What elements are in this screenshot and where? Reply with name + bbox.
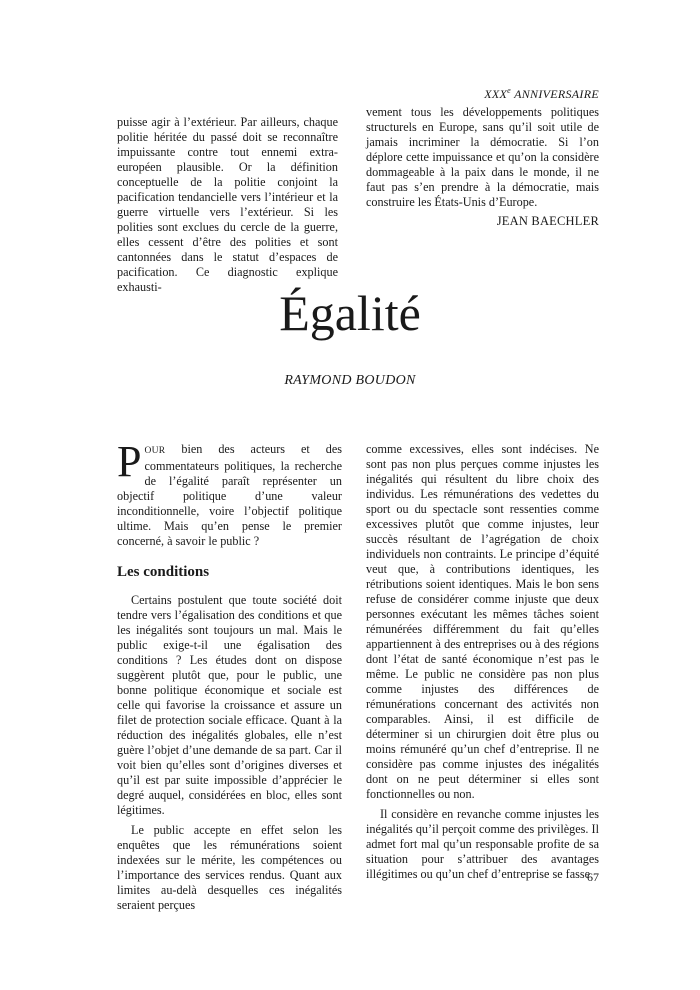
section-heading: Les conditions xyxy=(117,564,210,580)
article-title: Égalité xyxy=(279,285,421,341)
paragraph-1: Certains postulent que toute société doit tendre vers l’égalisation des conditions et que les inégalités sont toujours un mal. Mais le public exige-t-il une égalisation des conditions ? Les études dont on dispose suggèrent plutôt que, pour le public, une bonne politique économique et sociale est celle qui favorise la croissance et assure un filet de protection sociale efficace. Quant à la réduction des inégalités globales, elle n’est guère l’objet d’une demande de sa part. Car il voit bien qu’elles sont d’origines diverses et qu’il est par suite impossible d’apprécier le degré auquel, considérées en bloc, elles sont légitimes. xyxy=(117,593,342,817)
intro-small-caps: OUR xyxy=(144,446,166,456)
previous-article-left-column xyxy=(117,115,338,295)
page-number: 67 xyxy=(587,870,599,884)
article-right-column xyxy=(366,442,599,882)
running-head: XXXe ANNIVERSAIRE xyxy=(484,86,599,101)
paragraph-4: Il considère en revanche comme injustes les inégalités qu’il perçoit comme des privilèges. Il admet fort mal qu’un responsable profite de sa situation pour s’attribuer des avantages illégitimes ou qu’un chef d’entreprise se fasse xyxy=(366,807,599,881)
drop-cap: P xyxy=(117,437,142,486)
article-author: RAYMOND BOUDON xyxy=(284,373,416,388)
previous-article-right-text: vement tous les développements politiques structurels en Europe, sans qu’il soit utile de jamais incriminer la démocratie. Si l’on déplore cette impuissance et qu’on la considère dommageable à la paix dans le monde, il ne faut pas s’en prendre à la démocratie, mais construire les États-Unis d’Europe. xyxy=(366,105,599,209)
previous-article-signature: JEAN BAECHLER xyxy=(496,214,599,228)
previous-article-right-column xyxy=(366,105,599,210)
paragraph-3: comme excessives, elles sont indécises. Ne sont pas non plus perçues comme injustes les inégalités qui résultent du libre choix des individus. Les rémunérations des vedettes du sport ou du spectacle sont ressenties comme excessives plutôt que comme injustes, leur succès résultant de l’agrégation de choix individuels non contraints. Le principe d’équité veut que, à contributions identiques, les rétributions soient identiques. Mais le bon sens refuse de considérer comme injuste que deux personnes exécutant les mêmes tâches soient rémunérées différemment du fait qu’elles appartiennent à des entreprises ou à des régions dont l’état de santé économique n’est pas le même. Le public ne considère pas non plus comme injustes des différences de rémunérations concernant des activités non comparables. Ainsi, il est difficile de déterminer si un chirurgien doit être plus ou moins rémunéré qu’un chef d’entreprise. Il ne considère pas comme injustes des inégalités dont on ne peut déterminer si elles sont fonctionnelles ou non. xyxy=(366,442,599,801)
previous-article-left-text: puisse agir à l’extérieur. Par ailleurs, chaque politie héritée du passé doit se reconnaître impuissante contre tout ennemi extra-européen plausible. Or la définition conceptuelle de la politie conjoint la pacification tendancielle vers l’intérieur et la guerre virtuelle vers l’extérieur. Si les polities sont exclues du cercle de la guerre, elles cessent d’être des polities et sont cantonnées dans le statut d’espaces de pacification. Ce diagnostic explique exhausti- xyxy=(117,115,338,294)
intro-text: bien des acteurs et des commentateurs politiques, la recherche de l’égalité paraît représenter un objectif politique d’une valeur inconditionnelle, voire l’objectif politique ultime. Mais qu’en pense le premier concerné, à savoir le public ? xyxy=(117,442,342,548)
article-left-column xyxy=(117,437,342,913)
intro-paragraph xyxy=(117,437,342,549)
paragraph-2: Le public accepte en effet selon les enquêtes que les rémunérations soient indexées sur le mérite, les compétences ou l’importance des services rendus. Quant aux limites au-delà desquelles ces inégalités seraient perçues xyxy=(117,823,342,912)
